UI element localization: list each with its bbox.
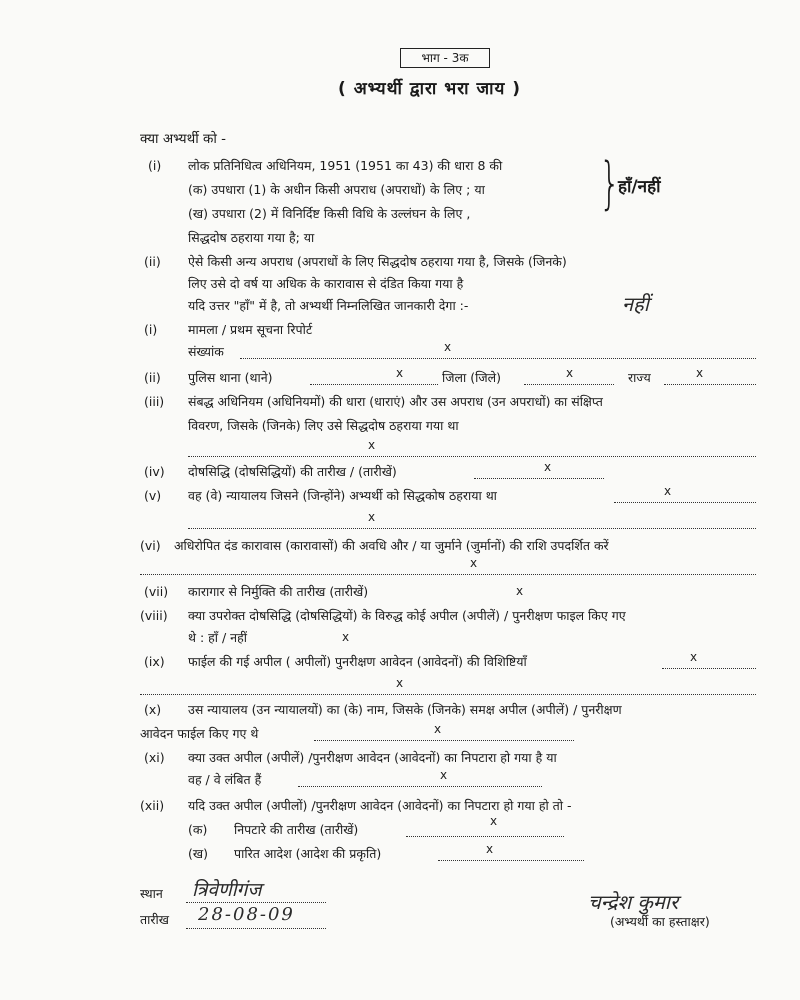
date-value: 28-08-09 [198, 904, 295, 925]
place-field [186, 890, 326, 903]
item-xi-line1: क्या उक्त अपील (अपीलें) /पुनरीक्षण आवेदन (आवेदनों) का निपटारा हो गया है या [188, 750, 557, 765]
signature: चन्द्रेश कुमार [588, 890, 679, 914]
item-viii-num: (viii) [140, 608, 168, 623]
item-vii-text: कारागार से निर्मुक्ति की तारीख (तारीखें) [188, 584, 369, 599]
item-viii-cross: x [342, 630, 350, 644]
item-xii-b-label: (ख) [188, 846, 208, 861]
q-i-line4: सिद्धदोष ठहराया गया है; या [188, 230, 315, 245]
place-label: स्थान [140, 886, 163, 901]
item-ii-c: राज्य [628, 370, 651, 385]
item-iii-cross: x [368, 438, 376, 452]
item-vi-num: (vi) [140, 538, 161, 553]
item-ix-field-2 [140, 682, 756, 695]
intro-text: क्या अभ्यर्थी को - [140, 131, 227, 147]
item-ix-text: फाईल की गई अपील ( अपीलों) पुनरीक्षण आवेदन (आवेदनों) की विशिष्टियाँ [188, 654, 527, 669]
item-xii-b-field [438, 848, 584, 861]
item-xii-b-cross: x [486, 842, 494, 856]
item-ix-field-1 [662, 656, 756, 669]
q-i-line2: (क) उपधारा (1) के अधीन किसी अपराध (अपराधों) के लिए ; या [188, 182, 485, 197]
item-i-field [240, 346, 756, 359]
q-i-line1: लोक प्रतिनिधित्व अधिनियम, 1951 (1951 का 43) की धारा 8 की [188, 158, 503, 173]
item-iii-field [188, 444, 756, 457]
item-ii-c-field [664, 372, 756, 385]
item-iv-text: दोषसिद्धि (दोषसिद्धियों) की तारीख / (तारीखें) [188, 464, 397, 479]
item-xi-field [298, 774, 542, 787]
item-i-cross: x [444, 340, 452, 354]
item-xii-a-field [406, 824, 564, 837]
item-xii-num: (xii) [140, 798, 165, 813]
item-x-cross: x [434, 722, 442, 736]
item-xi-cross: x [440, 768, 448, 782]
q-ii-answer: नहीं [622, 292, 649, 316]
item-iii-num: (iii) [144, 394, 165, 409]
item-iv-num: (iv) [144, 464, 165, 479]
item-x-line1: उस न्यायालय (उन न्यायालयों) का (के) नाम, जिसके (जिनके) समक्ष अपील (अपीलें) / पुनरीक्षण [188, 702, 622, 717]
item-v-text: वह (वे) न्यायालय जिसने (जिन्होंने) अभ्यर्थी को सिद्धकोष ठहराया था [188, 488, 497, 503]
item-xii-b-text: पारित आदेश (आदेश की प्रकृति) [234, 846, 382, 861]
item-ii-c-cross: x [696, 366, 704, 380]
item-vii-num: (vii) [144, 584, 169, 599]
item-x-line2: आवेदन फाईल किए गए थे [140, 726, 259, 741]
item-ii-a-field [310, 372, 438, 385]
q-i-answer: हाँ/नहीं [618, 177, 661, 197]
q-ii-line1: ऐसे किसी अन्य अपराध (अपराधों के लिए सिद्धदोष ठहराया गया है, जिसके (जिनके) [188, 254, 567, 269]
item-ix-num: (ix) [144, 654, 165, 669]
item-i-line2: संख्यांक [188, 344, 224, 359]
item-iv-cross: x [544, 460, 552, 474]
item-xii-text: यदि उक्त अपील (अपीलों) /पुनरीक्षण आवेदन (आवेदनों) का निपटारा हो गया हो तो - [188, 798, 572, 813]
item-ix-cross-1: x [690, 650, 698, 664]
item-i-num: (i) [144, 322, 158, 337]
item-x-field [314, 728, 574, 741]
item-xii-a-label: (क) [188, 822, 208, 837]
signature-label: (अभ्यर्थी का हस्ताक्षर) [610, 914, 710, 929]
item-iii-line1: संबद्ध अधिनियम (अधिनियमों) की धारा (धाराएं) और उस अपराध (उन अपराधों) का संक्षिप्त [188, 394, 603, 409]
q-ii-line3: यदि उत्तर "हाँ" में है, तो अभ्यर्थी निम्नलिखित जानकारी देगा :- [188, 298, 469, 313]
item-v-cross-1: x [664, 484, 672, 498]
form-subtitle: ( अभ्यर्थी द्वारा भरा जाय ) [338, 79, 522, 99]
item-vi-field [140, 562, 756, 575]
item-xi-num: (xi) [144, 750, 165, 765]
item-vi-text: अधिरोपित दंड कारावास (कारावासों) की अवधि और / या जुर्माने (जुर्मानों) की राशि उपदर्शित करें [174, 538, 609, 553]
item-viii-line1: क्या उपरोक्त दोषसिद्धि (दोषसिद्धियों) के विरुद्ध कोई अपील (अपीलें) / पुनरीक्षण फाइल किए गए [188, 608, 626, 623]
item-iv-field [474, 466, 604, 479]
item-i-line1: मामला / प्रथम सूचना रिपोर्ट [188, 322, 313, 337]
item-ix-cross-2: x [396, 676, 404, 690]
place-value: त्रिवेणीगंज [192, 879, 262, 901]
item-v-field-1 [614, 490, 756, 503]
item-viii-line2: थे : हाँ / नहीं [188, 630, 247, 645]
item-v-cross-2: x [368, 510, 376, 524]
item-ii-a-cross: x [396, 366, 404, 380]
item-ii-b: जिला (जिले) [442, 370, 501, 385]
q-ii-line2: लिए उसे दो वर्ष या अधिक के कारावास से दंडित किया गया है [188, 276, 464, 291]
part-label-box [400, 48, 490, 68]
q-ii-num: (ii) [144, 254, 161, 269]
item-ii-b-cross: x [566, 366, 574, 380]
item-v-field-2 [188, 516, 756, 529]
q-i-line3: (ख) उपधारा (2) में विनिर्दिष्ट किसी विधि के उल्लंघन के लिए , [188, 206, 471, 221]
part-label: भाग - 3क [421, 51, 469, 65]
date-label: तारीख [140, 912, 169, 927]
item-ii-num: (ii) [144, 370, 161, 385]
date-field [186, 916, 326, 929]
item-vi-cross: x [470, 556, 478, 570]
item-iii-line2: विवरण, जिसके (जिनके) लिए उसे सिद्धदोष ठहराया गया था [188, 418, 459, 433]
item-ii-a: पुलिस थाना (थाने) [188, 370, 273, 385]
item-xii-a-text: निपटारे की तारीख (तारीखें) [234, 822, 359, 837]
item-xii-a-cross: x [490, 814, 498, 828]
item-xi-line2: वह / वे लंबित हैं [188, 772, 262, 787]
item-vii-cross: x [516, 584, 524, 598]
brace-icon: } [599, 151, 621, 216]
item-x-num: (x) [144, 702, 162, 717]
item-v-num: (v) [144, 488, 162, 503]
q-i-num: (i) [148, 158, 162, 173]
